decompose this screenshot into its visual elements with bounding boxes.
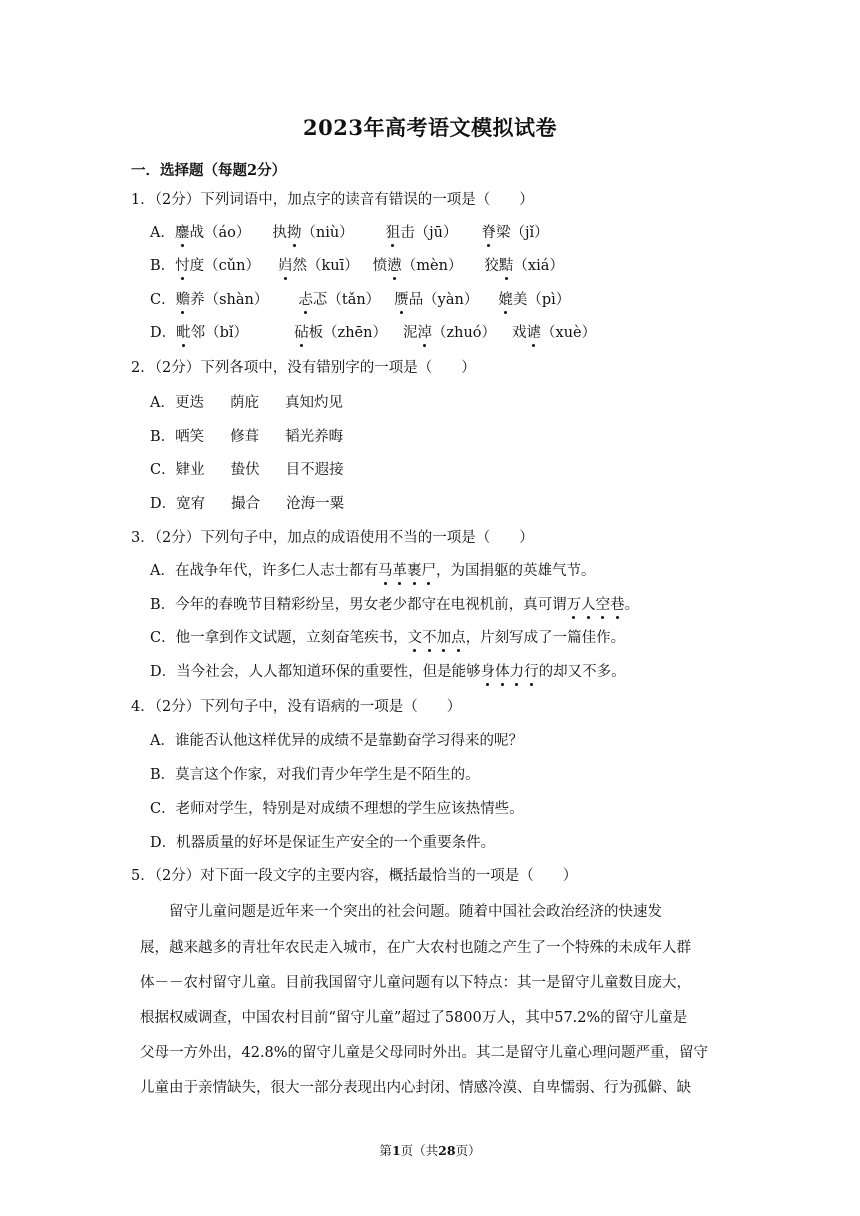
q1-option-c: C．赡养（shàn） 忐忑（tǎn） 赝品（yàn） 媲美（pì） bbox=[150, 292, 571, 308]
q5-passage-line: 父母一方外出，42.8%的留守儿童是父母同时外出。其二是留守儿童心理问题严重，留守 bbox=[140, 1045, 709, 1061]
q4-option-a: A．谁能否认他这样优异的成绩不是靠勤奋学习得来的呢？ bbox=[150, 733, 523, 749]
section-heading: 一．选择题（每题2分） bbox=[131, 162, 287, 179]
q3-option-a: A．在战争年代，许多仁人志士都有马革裹尸，为国捐躯的英雄气节。 bbox=[150, 563, 596, 579]
q4-option-b: B．莫言这个作家，对我们青少年学生是不陌生的。 bbox=[150, 767, 480, 783]
q1-option-d: D．毗邻（bǐ） 砧板（zhēn） 泥淖（zhuó） 戏谑（xuè） bbox=[150, 325, 597, 341]
dotted-idiom: 身体力行 bbox=[480, 664, 539, 680]
q5-stem: 5．（2分）对下面一段文字的主要内容，概括最恰当的一项是（ ） bbox=[131, 868, 578, 884]
page-footer: 第1页（共28页） bbox=[379, 1143, 481, 1158]
total-pages: 28 bbox=[438, 1143, 456, 1158]
dotted-idiom: 万人空巷 bbox=[566, 597, 625, 613]
q5-passage-line: 根据权威调查，中国农村目前“留守儿童”超过了5800万人，其中57.2%的留守儿童是 bbox=[140, 1010, 688, 1026]
q2-option-c: C．肄业 蛰伏 目不遐接 bbox=[150, 462, 344, 478]
q5-passage-line: 展，越来越多的青壮年农民走入城市，在广大农村也随之产生了一个特殊的未成年人群 bbox=[140, 940, 691, 956]
page-title: 2023年高考语文模拟试卷 bbox=[303, 115, 557, 140]
q2-option-d: D．宽宥 撮合 沧海一粟 bbox=[150, 496, 345, 512]
q2-option-a: A．更迭 荫庇 真知灼见 bbox=[150, 395, 343, 411]
q3-stem: 3．（2分）下列句子中，加点的成语使用不当的一项是（ ） bbox=[131, 530, 534, 546]
q1-option-b: B．忖度（cǔn） 岿然（kuī） 愤懑（mèn） 狡黠（xiá） bbox=[150, 258, 564, 274]
current-page-number: 1 bbox=[391, 1143, 401, 1158]
dotted-idiom: 马革裹尸 bbox=[377, 563, 436, 579]
q5-passage-line: 儿童由于亲情缺失，很大一部分表现出内心封闭、情感冷漠、自卑懦弱、行为孤僻、缺 bbox=[140, 1080, 691, 1096]
q5-passage-line: 留守儿童问题是近年来一个突出的社会问题。随着中国社会政治经济的快速发 bbox=[140, 904, 662, 920]
q1-option-a: A．鏖战（áo） 执拗（niù） 狙击（jū） 脊梁（jǐ） bbox=[150, 225, 549, 241]
q1-stem: 1．（2分）下列词语中，加点字的读音有错误的一项是（ ） bbox=[131, 192, 534, 208]
dotted-idiom: 文不加点 bbox=[407, 630, 466, 646]
q4-stem: 4．（2分）下列句子中，没有语病的一项是（ ） bbox=[131, 699, 462, 715]
q3-option-d: D．当今社会，人人都知道环保的重要性，但是能够身体力行的却又不多。 bbox=[150, 664, 626, 680]
q2-option-b: B．哂笑 修葺 韬光养晦 bbox=[150, 429, 344, 445]
q2-stem: 2．（2分）下列各项中，没有错别字的一项是（ ） bbox=[131, 360, 476, 376]
q4-option-d: D．机器质量的好坏是保证生产安全的一个重要条件。 bbox=[150, 835, 496, 851]
q5-passage-line: 体－－农村留守儿童。目前我国留守儿童问题有以下特点：其一是留守儿童数目庞大， bbox=[140, 975, 691, 991]
q3-option-c: C．他一拿到作文试题，立刻奋笔疾书，文不加点，片刻写成了一篇佳作。 bbox=[150, 630, 626, 646]
q4-option-c: C．老师对学生，特别是对成绩不理想的学生应该热情些。 bbox=[150, 801, 524, 817]
q3-option-b: B．今年的春晚节目精彩纷呈，男女老少都守在电视机前，真可谓万人空巷。 bbox=[150, 597, 640, 613]
